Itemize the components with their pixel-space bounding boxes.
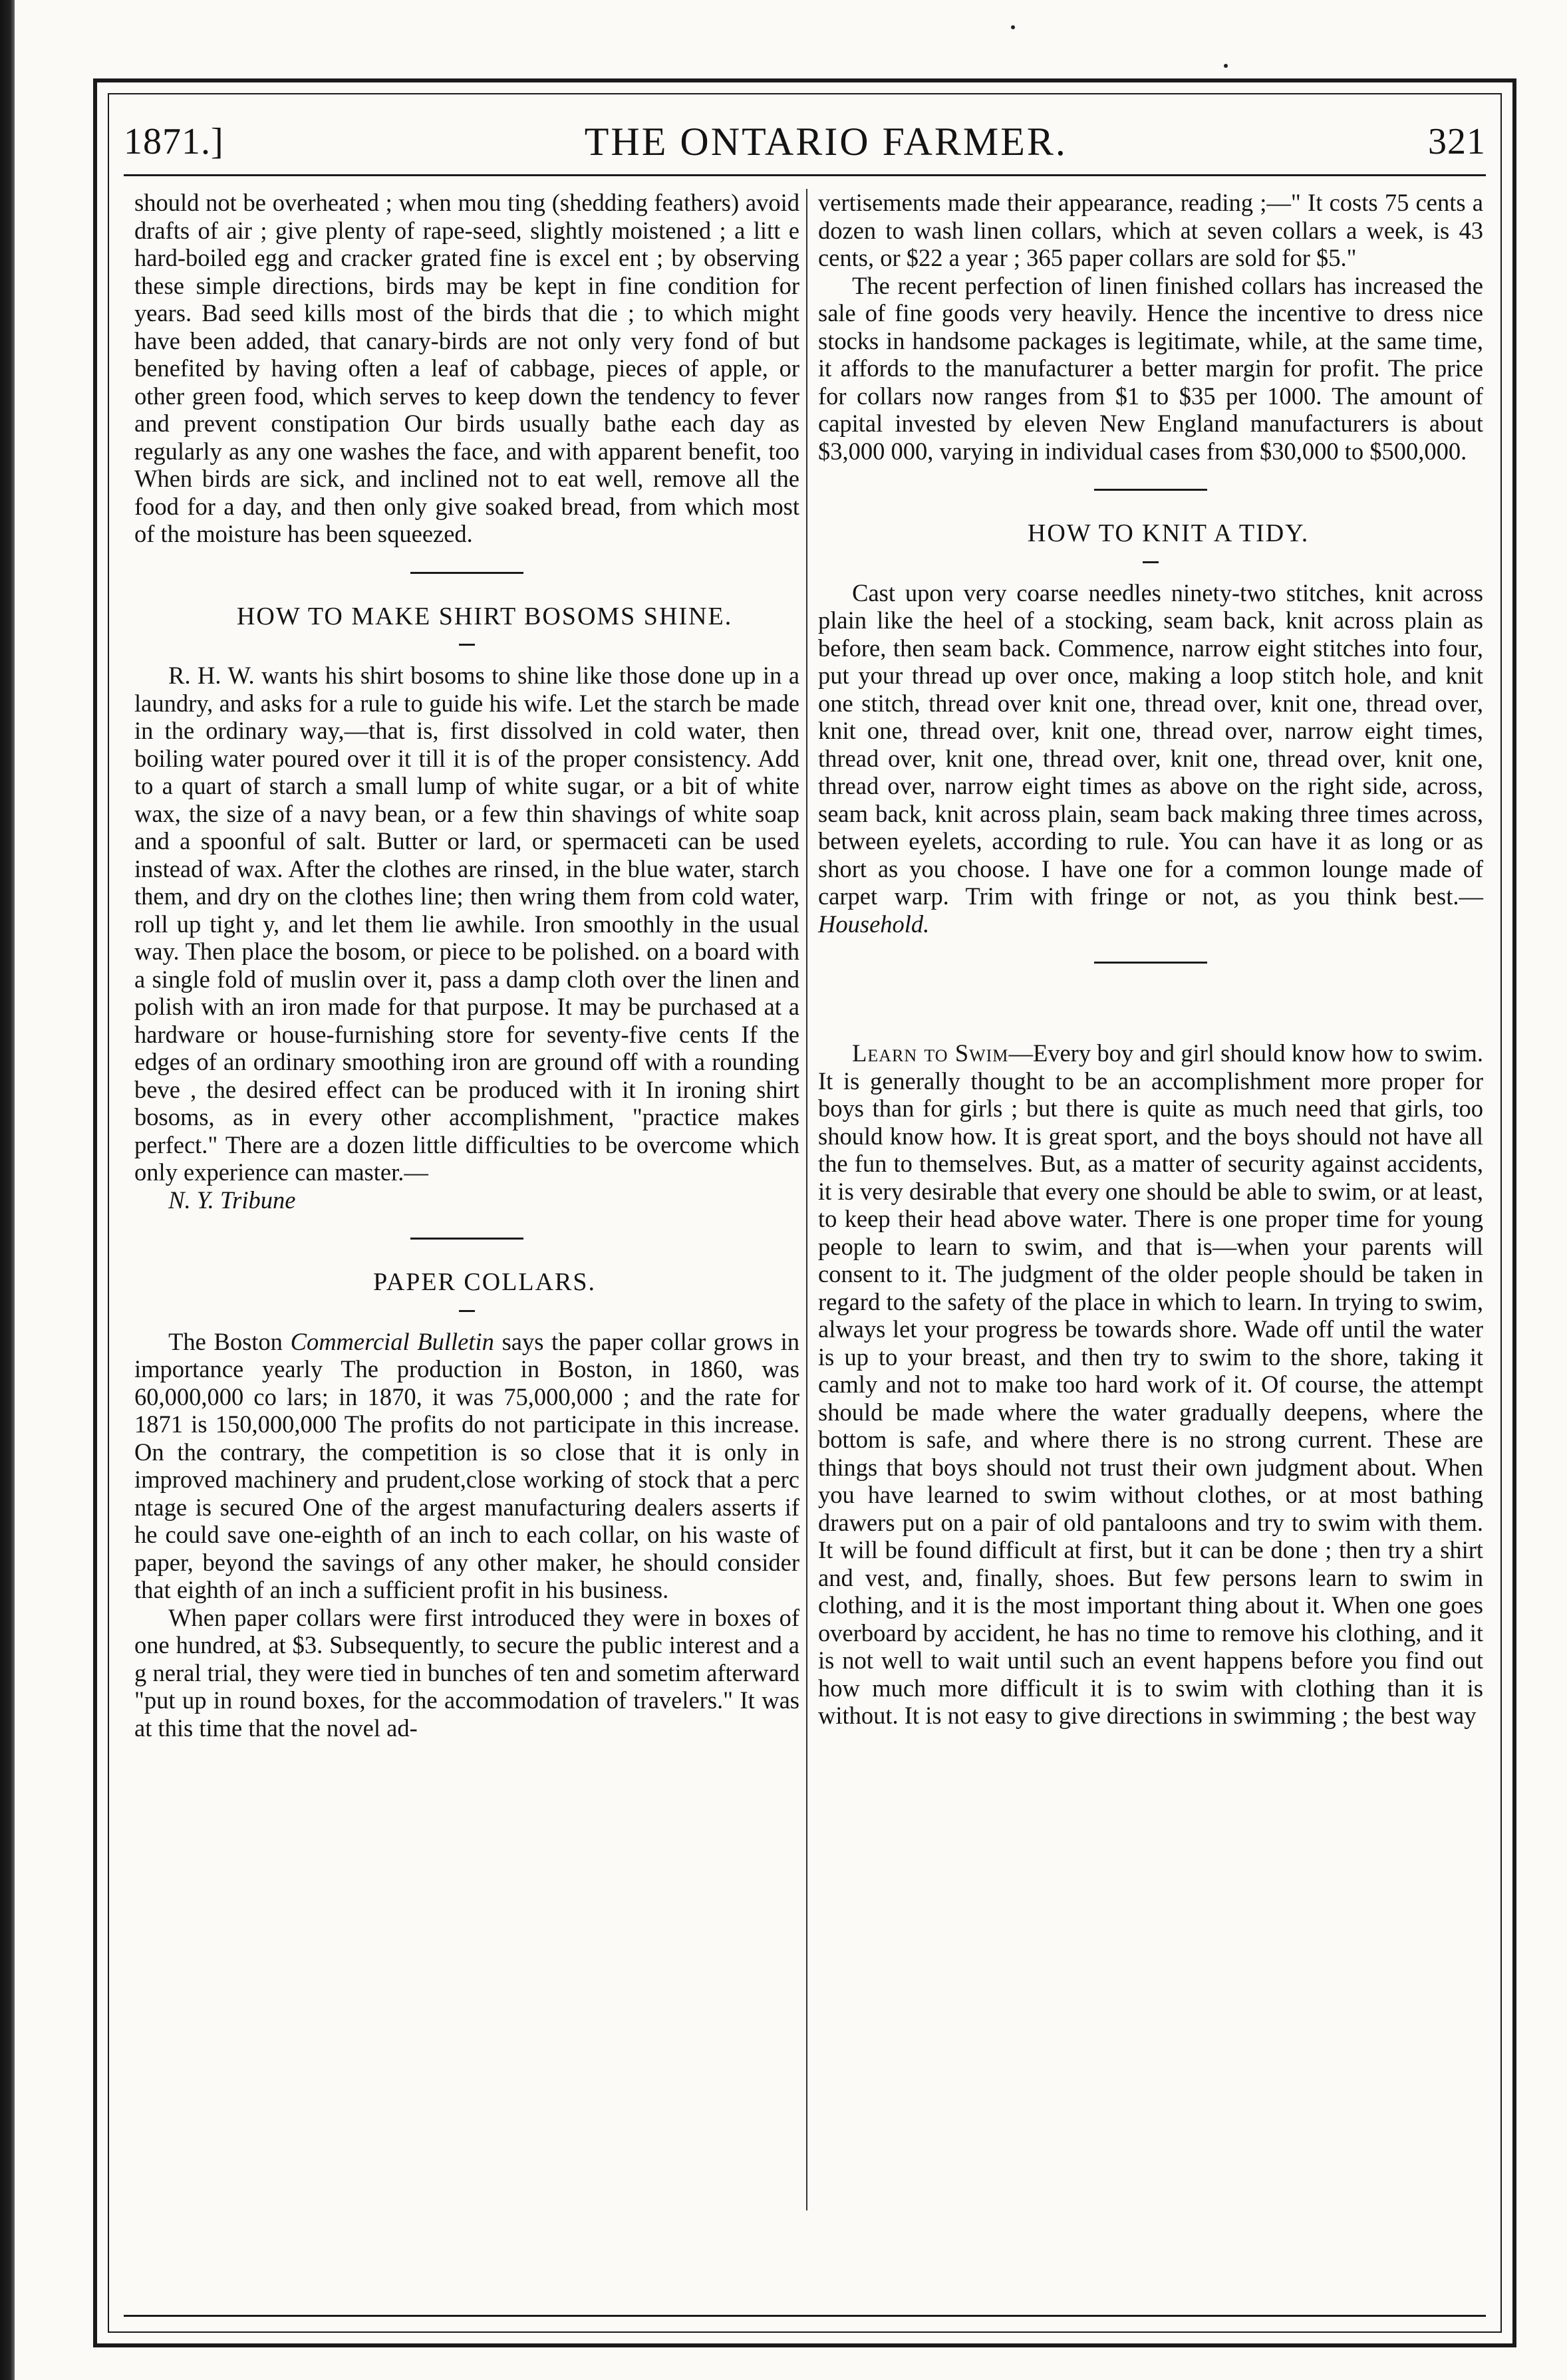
left-column (134, 189, 799, 1742)
section-divider (1094, 489, 1207, 491)
heading-dash (459, 644, 475, 646)
paper-collars-continued: vertisements made their appearance, reading ;—" It costs 75 cents a dozen to wash linen collars, which at seven collars a week, is 43 cents, or $22 a year ; 365 paper collars are sold for $5." (818, 189, 1483, 271)
paper-source: Commercial Bulletin (290, 1327, 494, 1355)
tidy-article-heading: HOW TO KNIT A TIDY. (1027, 519, 1310, 547)
swim-body-text: —Every boy and girl should know how to swim. It is generally thought to be an accomplishment more proper for boys than for girls ; but there is quite as much need that girls, too should know how. It is great sport, and the boys should not have all the fun to themselves. But, as a matter of security against accidents, it is very desirable that every one should be able to swim, or at least, to keep their head above water. There is one proper time for young people to learn to swim, and that is—when your parents will consent to it. The judgment of the older people should be taken in regard to the safety of the place in which to learn. In trying to swim, always let your progress be towards shore. Wade off until the water is up to your breast, and then try to swim to the shore, taking it camly and not to make too hard work of it. Of course, the attempt should be made where the water gradually deepens, where the bottom is safe, and where there is no strong current. These are things that boys should not trust their own judgment about. When you have learned to swim without clothes, or at most bathing drawers put on a pair of old pantaloons and try to swim with them. It will be found difficult at first, but it can be done ; then try a shirt and vest, and, finally, shoes. But few persons learn to swim in clothing, and it is the most important thing about it. When one goes overboard by accident, he has no time to remove his clothing, and it is not well to wait until such an event happens before you find out how much more difficult it is to swim with clothing than it is without. It is not easy to give directions in swimming ; the best way (818, 1039, 1483, 1729)
heading-dash (459, 1310, 475, 1312)
paper-collars-paragraph-1 (134, 1328, 799, 1604)
shirt-article-heading: HOW TO MAKE SHIRT BOSOMS SHINE. (236, 602, 733, 630)
shirt-article-body: R. H. W. wants his shirt bosoms to shine like those done up in a laundry, and asks for a rule to guide his wife. Let the starch be made in the ordinary way,—that is, first dissolved in cold water, then boiling water poured over it till it is of the proper consistency. Add to a quart of starch a small lump of white sugar, or a bit of white wax, the size of a navy bean, or a few thin shavings of white soap and a spoonful of salt. Butter or lard, or spermaceti can be used instead of wax. After the clothes are rinsed, in the blue water, starch them, and dry on the clothes line; then wring them from cold water, roll up tight y, and let them lie awhile. Iron smoothly in the usual way. Then place the bosom, or piece to be polished. on a board with a single fold of muslin over it, pass a damp cloth over the linen and polish with an iron made for that purpose. It may be purchased at a hardware or house-furnishing store for seventy-five cents If the edges of an ordinary smoothing iron are ground off with a rounding beve , the desired effect can be produced with it In ironing shirt bosoms, as in every other accomplishment, "practice makes perfect." There are a dozen little difficulties to be overcome which only experience can master.— (134, 662, 799, 1186)
paper-lead: The Boston (168, 1327, 283, 1355)
page-header (124, 112, 1486, 172)
header-rule (124, 174, 1486, 176)
tidy-body-text: Cast upon very coarse needles ninety-two stitches, knit across plain like the heel of a stocking, seam back, knit across plain as before, then seam back. Commence, narrow eight stitches into four, put your thread up over once, making a loop stitch hole, and knit one stitch, thread over knit one, thread over, knit one, thread over, knit one, thread over, knit one, thread over, narrow eight times, thread over, knit one, thread over, knit one, thread over, knit one, thread over, narrow eight times as above on the right side, across, seam back, knit across plain, seam back making three times across, between eyelets, according to rule. You can have it as long or as short as you choose. I have one for a common lounge made of carpet warp. Trim with fringe or not, as you think best.— (818, 579, 1483, 910)
right-column (818, 189, 1483, 1730)
paper-collars-paragraph-3: The recent perfection of linen finished collars has increased the sale of fine goods very heavily. Hence the incentive to dress nice stocks in handsome packages is legitimate, while, at the same time, it affords to the manufacturer a better margin for profit. The price for collars now ranges from $1 to $35 per 1000. The amount of capital invested by eleven New England manufacturers is about $3,000 000, varying in individual cases from $30,000 to $500,000. (818, 271, 1483, 465)
swim-article-body (818, 1039, 1483, 1730)
section-divider (410, 1238, 523, 1240)
paper-rest: says the paper collar grows in importance yearly The production in Boston, in 1860, was 60,000,000 co lars; in 1870, it was 75,000,000 ; and the rate for 1871 is 150,000,000 The profits do not participate in this increase. On the contrary, the competition is so close that it is only in improved machinery and prudent,close working of stock that a perc ntage is secured One of the argest manufacturing dealers asserts if he could save one-eighth of an inch to each collar, on his waste of paper, beyond the savings of any other maker, he should consider that eighth of an inch a sufficient profit in his business. (134, 1327, 800, 1603)
shirt-article-credit: N. Y. Tribune (168, 1186, 296, 1214)
header-year: 1871.] (124, 121, 224, 162)
print-speck (1224, 64, 1228, 68)
section-divider (1094, 962, 1207, 964)
swim-article-lead: Learn to Swim (852, 1039, 1009, 1067)
header-title: THE ONTARIO FARMER. (584, 119, 1068, 164)
heading-dash (1143, 561, 1159, 563)
canary-article-continued: should not be overheated ; when mou ting (shedding feathers) avoid drafts of air ; give plenty of rape-seed, slightly moistened ; a litt e hard-boiled egg and cracker grated fine is excel ent ; by observing these simple directions, birds may be kept in fine condition for years. Bad seed kills most of the birds that die ; to which might have been added, that canary-birds are not only very fond of but benefited by having often a leaf of cabbage, pieces of apple, or other green food, which serves to keep down the tendency to fever and prevent constipation Our birds usually bathe each day as regularly as any one washes the face, and with apparent benefit, too When birds are sick, and inclined not to eat well, remove all the food for a day, and then only give soaked bread, from which most of the moisture has been squeezed. (134, 189, 799, 547)
footer-rule (124, 2315, 1486, 2317)
paper-collars-heading: PAPER COLLARS. (373, 1268, 597, 1296)
column-divider (806, 189, 807, 2210)
page-binding-edge (0, 0, 15, 2380)
section-divider (410, 572, 523, 574)
print-speck (1011, 25, 1015, 29)
header-page-number: 321 (1428, 121, 1486, 162)
tidy-article-body (818, 579, 1483, 938)
tidy-article-credit: Household. (818, 910, 930, 938)
page-frame (93, 78, 1516, 2347)
paper-collars-paragraph-2: When paper collars were first introduced they were in boxes of one hundred, at $3. Subsequently, to secure the public interest and a g neral trial, they were tied in bunches of ten and sometim afterward "put up in round boxes, for the accommodation of travelers." It was at this time that the novel ad- (134, 1603, 799, 1742)
